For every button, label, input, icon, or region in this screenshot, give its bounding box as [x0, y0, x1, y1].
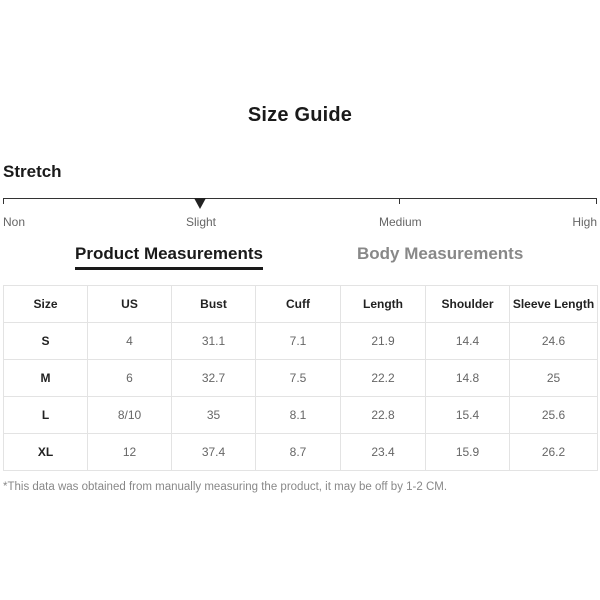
table-cell: 37.4: [172, 434, 256, 471]
table-cell: 8/10: [88, 397, 172, 434]
table-cell: 4: [88, 323, 172, 360]
header-sleeve-length: Sleeve Length: [510, 286, 598, 323]
stretch-scale-line: [3, 198, 597, 199]
table-row: [4, 397, 598, 434]
table-cell: 23.4: [341, 434, 426, 471]
measurement-note: *This data was obtained from manually measuring the product, it may be off by 1-2 CM.: [3, 481, 448, 493]
table-cell: 21.9: [341, 323, 426, 360]
table-cell: 14.4: [426, 323, 510, 360]
stretch-tick-high: [596, 198, 597, 204]
table-cell: 31.1: [172, 323, 256, 360]
table-cell-size: M: [4, 360, 88, 397]
table-cell: 7.1: [256, 323, 341, 360]
header-length: Length: [341, 286, 426, 323]
table-cell: 14.8: [426, 360, 510, 397]
stretch-level-slight: Slight: [186, 215, 217, 229]
stretch-level-non: Non: [3, 215, 26, 229]
stretch-scale: [3, 198, 597, 238]
table-cell: 26.2: [510, 434, 598, 471]
stretch-tick-medium: [399, 198, 400, 204]
stretch-label: Stretch: [3, 162, 62, 181]
stretch-indicator-icon: [194, 198, 206, 209]
table-cell: 24.6: [510, 323, 598, 360]
table-cell-size: S: [4, 323, 88, 360]
tab-body-measurements[interactable]: Body Measurements: [357, 244, 524, 263]
stretch-level-medium: Medium: [379, 215, 422, 229]
table-cell-size: XL: [4, 434, 88, 471]
measurement-tabs: [0, 244, 600, 274]
table-cell: 25: [510, 360, 598, 397]
table-cell: 12: [88, 434, 172, 471]
size-table: [3, 285, 598, 471]
page-title: Size Guide: [247, 104, 353, 126]
table-cell: 8.7: [256, 434, 341, 471]
stretch-tick-non: [3, 198, 4, 204]
header-size: Size: [4, 286, 88, 323]
table-cell: 15.9: [426, 434, 510, 471]
header-us: US: [88, 286, 172, 323]
header-bust: Bust: [172, 286, 256, 323]
header-shoulder: Shoulder: [426, 286, 510, 323]
stretch-level-high: High: [572, 215, 597, 229]
table-cell: 6: [88, 360, 172, 397]
table-cell: 15.4: [426, 397, 510, 434]
tab-product-measurements[interactable]: Product Measurements: [75, 244, 263, 270]
table-row: [4, 360, 598, 397]
table-row: [4, 434, 598, 471]
table-cell: 7.5: [256, 360, 341, 397]
table-cell-size: L: [4, 397, 88, 434]
table-row: [4, 323, 598, 360]
table-cell: 32.7: [172, 360, 256, 397]
table-header-row: [4, 286, 598, 323]
header-cuff: Cuff: [256, 286, 341, 323]
table-cell: 22.8: [341, 397, 426, 434]
table-cell: 22.2: [341, 360, 426, 397]
table-cell: 8.1: [256, 397, 341, 434]
table-cell: 35: [172, 397, 256, 434]
table-cell: 25.6: [510, 397, 598, 434]
